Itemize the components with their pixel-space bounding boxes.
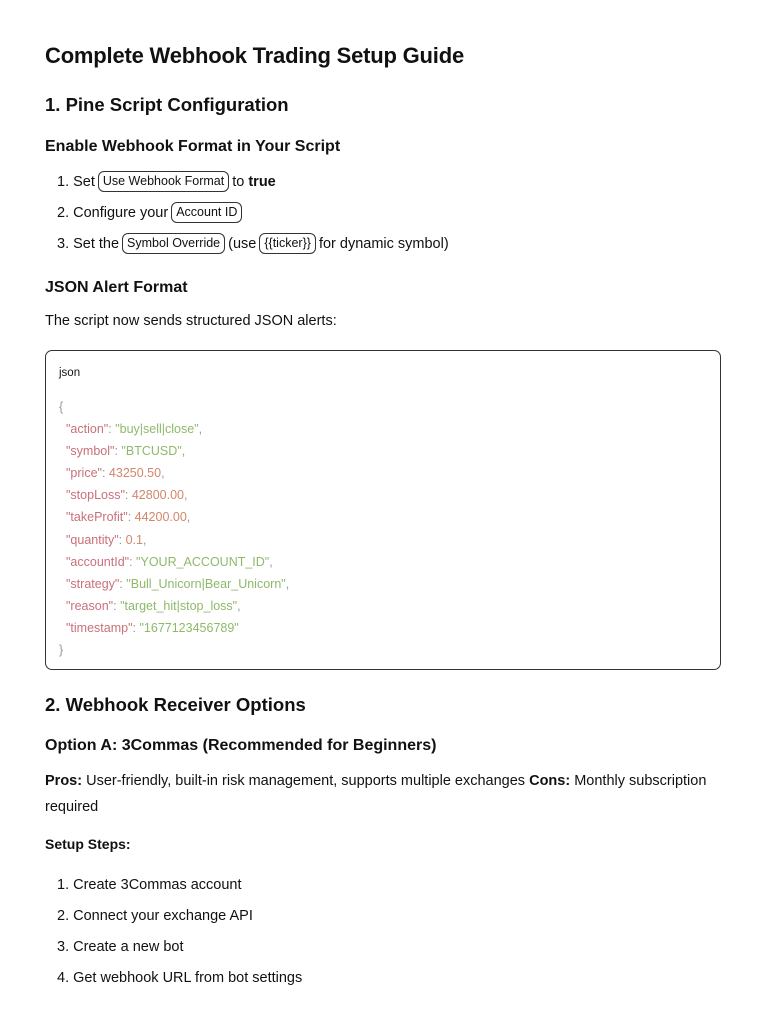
code-key: "price"	[66, 466, 102, 481]
inline-code-symbol-override: Symbol Override	[122, 233, 225, 254]
code-value: "Bull_Unicorn|Bear_Unicorn"	[126, 576, 286, 591]
code-value: 0.1	[125, 532, 143, 547]
code-colon: :	[118, 532, 126, 547]
code-colon: :	[129, 554, 137, 569]
code-block[interactable]	[45, 350, 721, 670]
page-title: Complete Webhook Trading Setup Guide	[45, 43, 464, 68]
code-key: "accountId"	[66, 554, 130, 569]
code-key: "quantity"	[66, 532, 119, 547]
pros-cons-paragraph	[45, 768, 725, 820]
code-line	[59, 617, 289, 639]
subheading-option-a-3commas: Option A: 3Commas (Recommended for Beginners)	[45, 737, 437, 754]
subheading-json-alert-format: JSON Alert Format	[45, 279, 188, 296]
code-value: "BTCUSD"	[121, 444, 182, 459]
list-item: 1. Create 3Commas account	[57, 876, 242, 893]
code-value: "1677123456789"	[139, 620, 239, 635]
code-comma: ,	[186, 510, 191, 525]
inline-code-ticker: {{ticker}}	[259, 233, 316, 254]
code-key: "reason"	[66, 598, 114, 613]
code-comma: ,	[184, 488, 188, 503]
pros-label: Pros:	[45, 773, 83, 789]
list-item: 2. Configure your Account ID	[57, 197, 449, 228]
code-colon: :	[114, 444, 122, 459]
code-value: "target_hit|stop_loss"	[120, 598, 238, 613]
code-line	[59, 440, 289, 462]
code-line	[59, 573, 289, 595]
code-value: 44200.00	[134, 510, 187, 525]
code-comma: ,	[143, 532, 147, 547]
code-colon: :	[101, 466, 109, 481]
section-heading-pine-script: 1. Pine Script Configuration	[45, 94, 289, 115]
inline-code-account-id: Account ID	[171, 202, 242, 223]
subheading-enable-webhook: Enable Webhook Format in Your Script	[45, 138, 341, 155]
list-item: 4. Get webhook URL from bot settings	[57, 969, 303, 986]
code-colon: :	[119, 576, 127, 591]
code-value: "buy|sell|close"	[115, 422, 199, 437]
code-line	[59, 462, 289, 484]
pros-text: User-friendly, built-in risk management, supports multiple exchanges	[86, 773, 526, 789]
code-colon: :	[108, 422, 116, 437]
code-line	[59, 595, 289, 617]
code-colon: :	[127, 510, 135, 525]
code-comma: ,	[285, 576, 290, 591]
setup-steps-list	[57, 869, 302, 993]
code-key: "strategy"	[66, 576, 120, 591]
section-heading-webhook-receiver: 2. Webhook Receiver Options	[45, 694, 306, 715]
code-key: "timestamp"	[66, 620, 133, 635]
code-comma: ,	[269, 554, 273, 569]
config-steps-list	[57, 166, 449, 259]
code-key: "takeProfit"	[66, 510, 128, 525]
code-line	[59, 484, 289, 506]
code-close-brace: }	[59, 643, 64, 658]
code-colon: :	[124, 488, 132, 503]
code-colon: :	[113, 598, 121, 613]
code-open-brace: {	[59, 400, 64, 414]
inline-code-use-webhook-format: Use Webhook Format	[98, 171, 229, 192]
list-item: 1. Set Use Webhook Format to true	[57, 166, 449, 197]
code-key: "symbol"	[66, 444, 115, 459]
code-comma: ,	[181, 444, 186, 459]
code-key: "action"	[66, 422, 109, 437]
code-comma: ,	[161, 466, 165, 481]
code-line	[59, 551, 289, 573]
code-value: 42800.00	[131, 488, 184, 503]
code-content[interactable]	[59, 396, 289, 661]
code-colon: :	[132, 620, 140, 635]
code-comma: ,	[198, 422, 203, 437]
code-value: 43250.50	[108, 466, 162, 481]
setup-steps-label: Setup Steps:	[45, 836, 131, 852]
cons-label: Cons:	[529, 773, 571, 789]
code-line	[59, 418, 289, 440]
list-item: 3. Create a new bot	[57, 938, 184, 955]
code-comma: ,	[237, 598, 241, 613]
code-value: "YOUR_ACCOUNT_ID"	[136, 554, 270, 569]
list-item: 2. Connect your exchange API	[57, 907, 253, 924]
code-line	[59, 529, 289, 551]
json-intro-text: The script now sends structured JSON alerts:	[45, 313, 337, 329]
cons-text: Monthly subscription required	[45, 773, 707, 815]
code-key: "stopLoss"	[66, 488, 125, 503]
code-line	[59, 506, 289, 528]
list-item: 3. Set the Symbol Override (use {{ticker}} for dynamic symbol)	[57, 228, 449, 259]
code-language-label: json	[59, 367, 81, 379]
